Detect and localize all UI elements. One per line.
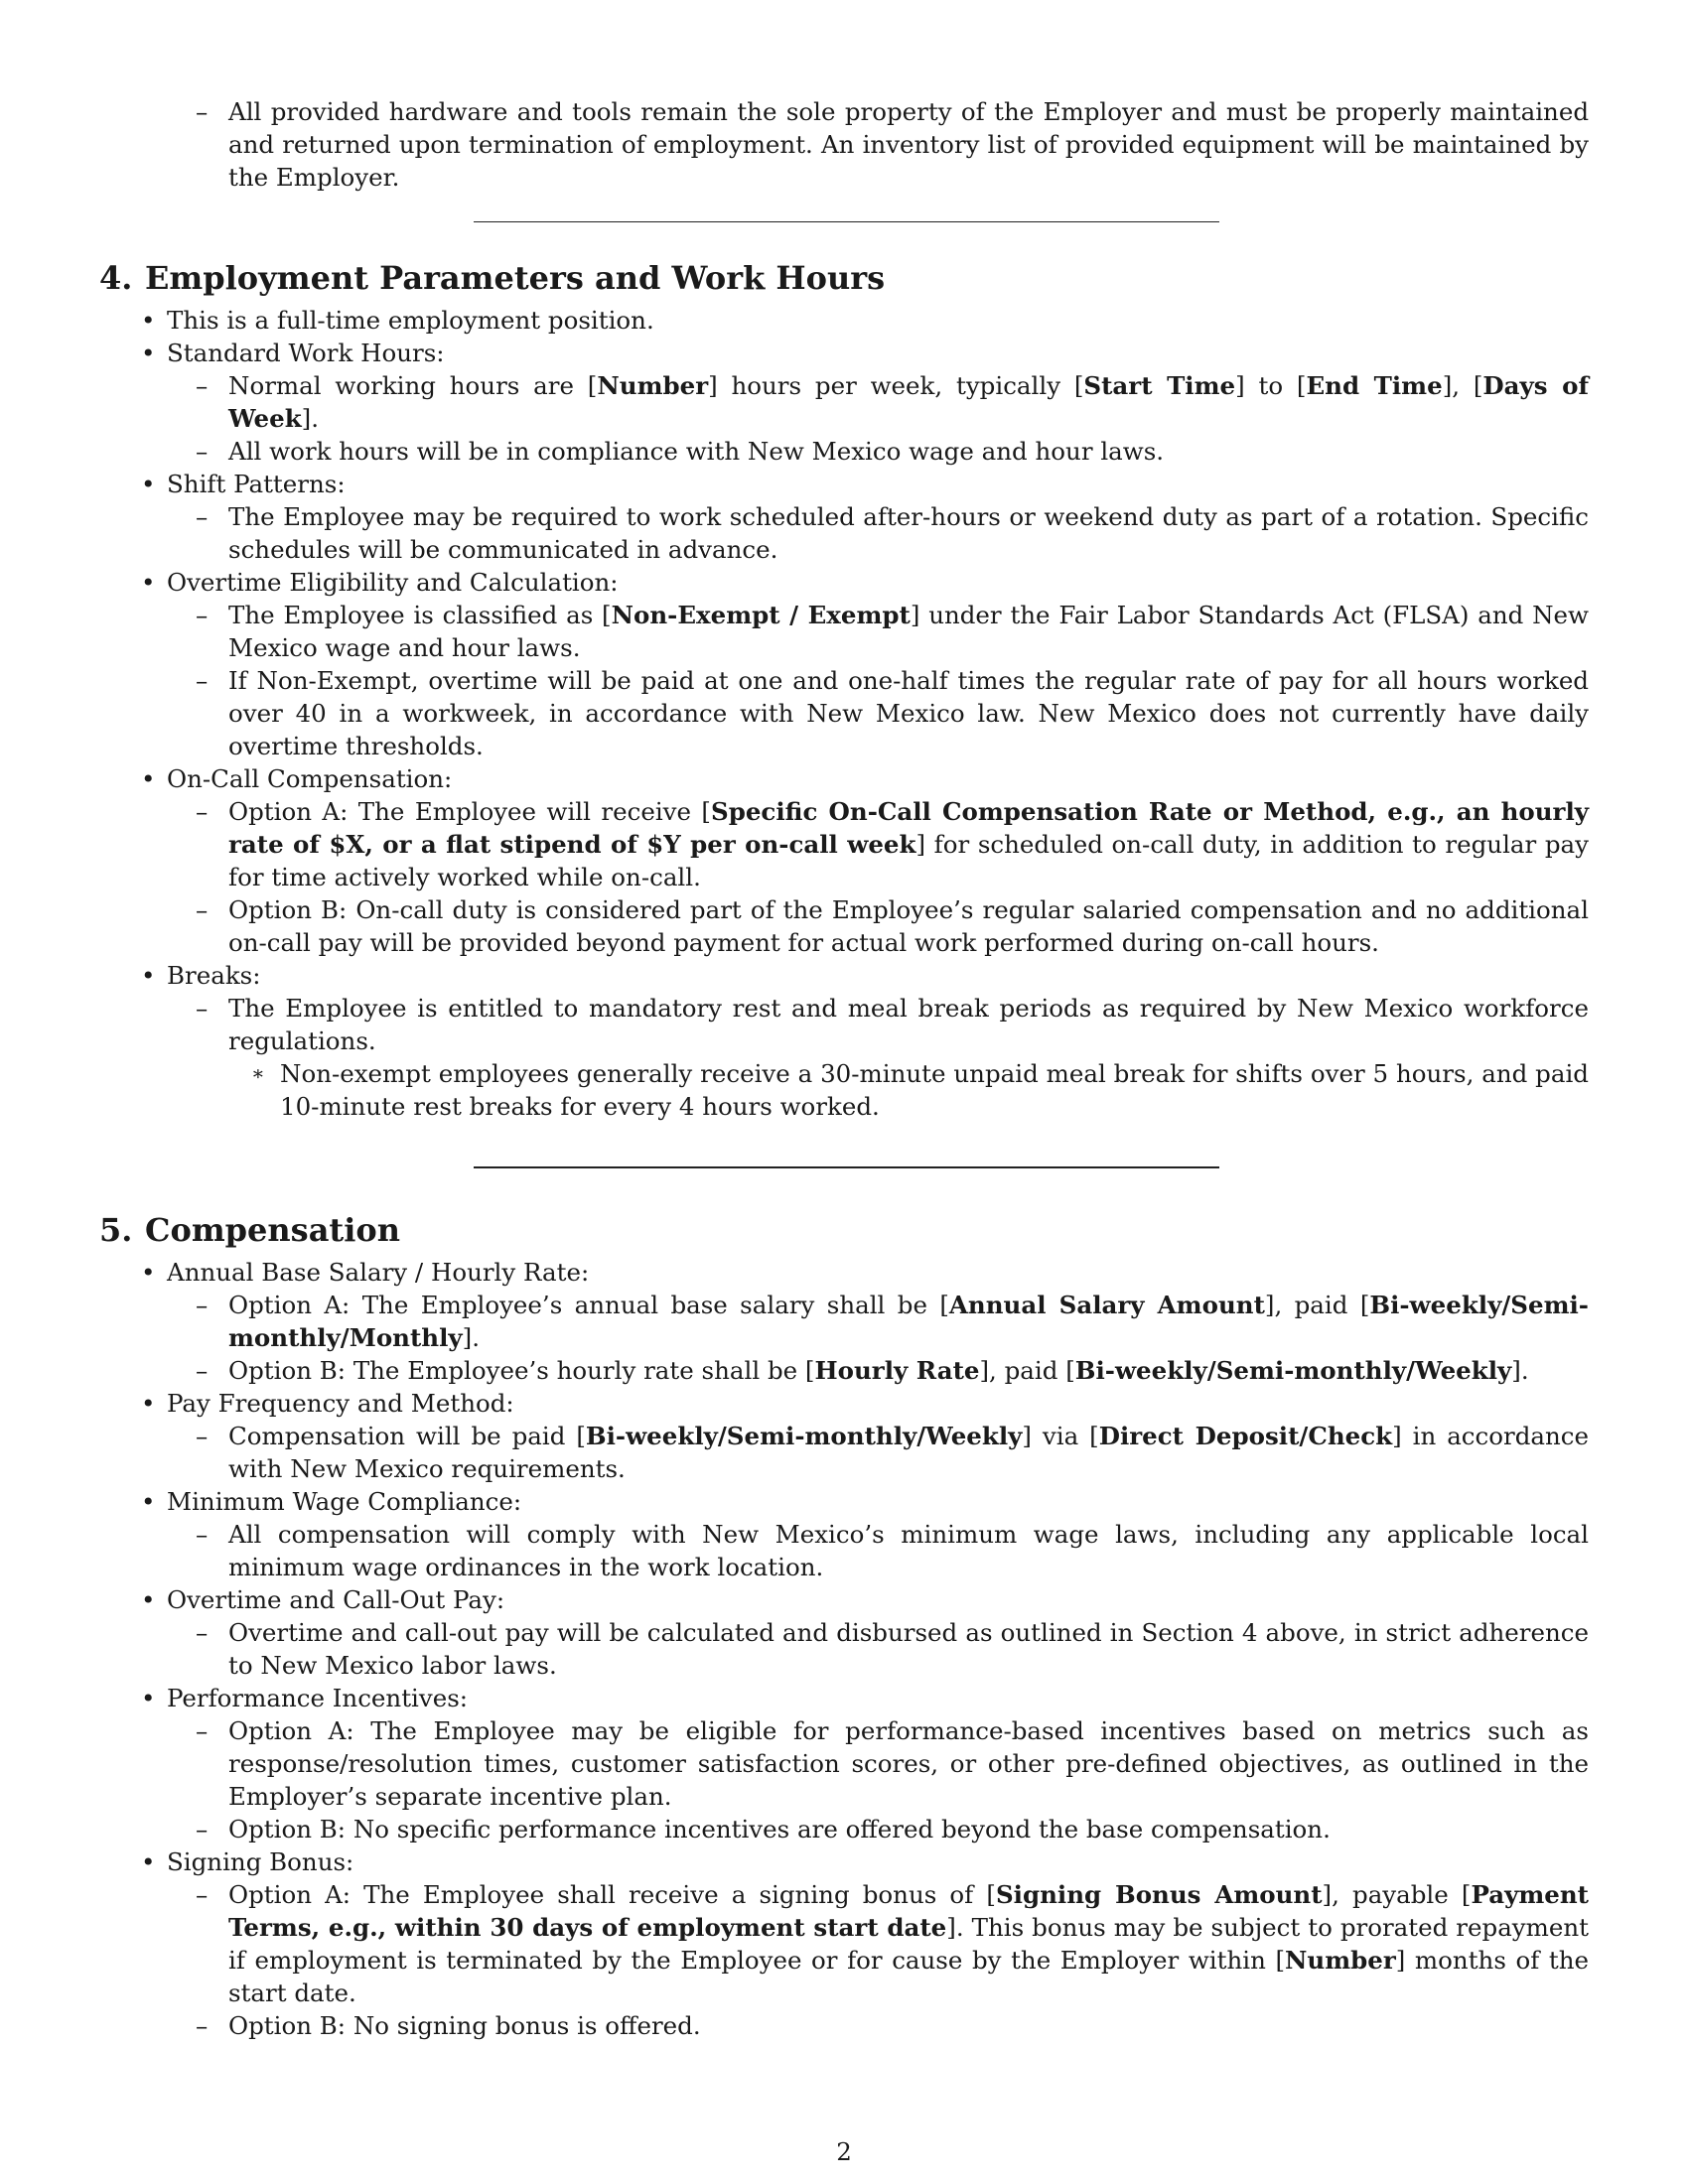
item-text: The Employee is entitled to mandatory rest and meal break periods as required by New Mexico workforce regulations. [228, 994, 1589, 1055]
sub-item [99, 1289, 1589, 1354]
sub-item [99, 1714, 1589, 1813]
bullet-marker: • [141, 1258, 156, 1287]
placeholder-field: Signing Bonus Amount [995, 1880, 1323, 1909]
text-run: ], paid [ [979, 1356, 1075, 1385]
sub-item [99, 369, 1589, 435]
asterisk-marker: ∗ [251, 1061, 265, 1085]
text-run: Option A: The Employee shall receive a signing bonus of [ [228, 1880, 996, 1909]
item-text: If Non-Exempt, overtime will be paid at one and one-half times the regular rate of pay for all hours worked over 40 in a workweek, in accordance with New Mexico law. New Mexico does not currently have daily overtime thresholds. [228, 666, 1589, 760]
bullet-marker: • [141, 1389, 156, 1418]
section-divider [474, 1166, 1219, 1168]
dash-marker: – [196, 666, 209, 695]
item-text: Option B: No specific performance incentives are offered beyond the base compensation. [228, 1815, 1331, 1843]
dash-marker: – [196, 2011, 209, 2040]
placeholder-field: Hourly Rate [814, 1356, 980, 1385]
placeholder-field: Bi-weekly/Semi-monthly/Monthly [228, 1291, 1589, 1352]
list-item [99, 1845, 1589, 1878]
dash-marker: – [196, 1618, 209, 1647]
dash-marker: – [196, 1422, 209, 1450]
item-label: Standard Work Hours: [167, 339, 445, 367]
bullet-marker: • [141, 568, 156, 597]
section-number: 5. [99, 1211, 133, 1249]
placeholder-field: Number [1285, 1946, 1396, 1975]
list-item [99, 337, 1589, 369]
text-run: ] for scheduled on-call duty, in addition to regular pay for time actively worked while on-call. [228, 830, 1589, 891]
item-text: This is a full-time employment position. [167, 306, 654, 335]
item-label: Overtime and Call-Out Pay: [167, 1585, 505, 1614]
placeholder-field: Number [597, 371, 709, 400]
placeholder-field: Non-Exempt / Exempt [611, 601, 911, 629]
list-item [99, 959, 1589, 992]
placeholder-field: Specific On-Call Compensation Rate or Method, e.g., an hourly rate of $X, or a flat stipend of $Y per on-call week [228, 797, 1589, 859]
bullet-marker: • [141, 1487, 156, 1516]
sub-item [99, 664, 1589, 762]
sub-item [99, 893, 1589, 959]
text-run: Option A: The Employee’s annual base salary shall be [ [228, 1291, 949, 1319]
item-label: Performance Incentives: [167, 1684, 469, 1712]
dash-marker: – [196, 1520, 209, 1549]
text-run: The Employee is classified as [ [228, 601, 612, 629]
text-run: ], [ [1442, 371, 1483, 400]
dash-marker: – [196, 371, 209, 400]
list-item [99, 1583, 1589, 1616]
list-item [99, 1387, 1589, 1420]
bullet-marker: • [141, 306, 156, 335]
text-run: ] under the Fair Labor Standards Act (FLSA) and New Mexico wage and hour laws. [228, 601, 1589, 662]
text-run: ]. This bonus may be subject to prorated repayment if employment is terminated by the Employee or for cause by the Employer within [ [228, 1913, 1589, 1975]
text-run: ] in accordance with New Mexico requirements. [228, 1422, 1589, 1483]
sub-item [99, 992, 1589, 1057]
item-label: Annual Base Salary / Hourly Rate: [167, 1258, 590, 1287]
list-item [99, 1682, 1589, 1714]
sub-item [99, 1518, 1589, 1583]
text-run: Normal working hours are [ [228, 371, 598, 400]
dash-marker: – [196, 502, 209, 531]
sub-item [99, 1813, 1589, 1845]
list-item [99, 1256, 1589, 1289]
item-text: All work hours will be in compliance with New Mexico wage and hour laws. [228, 437, 1165, 466]
text-run: ] to [ [1235, 371, 1307, 400]
text-run: ], payable [ [1322, 1880, 1472, 1909]
sub-item [99, 1420, 1589, 1485]
dash-marker: – [196, 1880, 209, 1909]
item-label: On-Call Compensation: [167, 764, 453, 793]
bullet-marker: • [141, 764, 156, 793]
text-run: ] via [ [1022, 1422, 1099, 1450]
page-number: 2 [836, 2137, 852, 2166]
dash-marker: – [196, 1716, 209, 1745]
text-run: Compensation will be paid [ [228, 1422, 586, 1450]
placeholder-field: Direct Deposit/Check [1098, 1422, 1393, 1450]
dash-marker: – [196, 895, 209, 924]
item-text: Option B: On-call duty is considered part of the Employee’s regular salaried compensation and no additional on-call pay will be provided beyond payment for actual work performed during on-call hours. [228, 895, 1589, 957]
dash-marker: – [196, 1291, 209, 1319]
text-run: ]. [462, 1323, 481, 1352]
text-run: Option B: The Employee’s hourly rate shall be [ [228, 1356, 815, 1385]
section-number: 4. [99, 259, 133, 297]
list-item [99, 468, 1589, 500]
bullet-marker: • [141, 1847, 156, 1876]
sub-sub-item [99, 1057, 1589, 1123]
section-5-heading [99, 1210, 1589, 1250]
sub-item [99, 500, 1589, 566]
dash-marker: – [196, 601, 209, 629]
list-item [99, 304, 1589, 337]
item-text: Overtime and call-out pay will be calculated and disbursed as outlined in Section 4 above, in strict adherence to New Mexico labor laws. [228, 1618, 1589, 1680]
item-text: The Employee may be required to work scheduled after-hours or weekend duty as part of a rotation. Specific schedules will be communicated in advance. [228, 502, 1589, 564]
text-run: ] hours per week, typically [ [708, 371, 1084, 400]
item-text: Option B: No signing bonus is offered. [228, 2011, 701, 2040]
item-text: Non-exempt employees generally receive a 30-minute unpaid meal break for shifts over 5 hours, and paid 10-minute rest breaks for every 4 hours worked. [280, 1059, 1589, 1121]
section-5-list [99, 1256, 1589, 2042]
document-page [99, 95, 1589, 2042]
section-title: Employment Parameters and Work Hours [145, 259, 886, 297]
section-divider [474, 221, 1219, 222]
placeholder-field: Payment Terms, e.g., within 30 days of employment start date [228, 1880, 1589, 1942]
dash-marker: – [196, 437, 209, 466]
sub-item [99, 1878, 1589, 2009]
section-title: Compensation [145, 1211, 400, 1249]
item-label: Overtime Eligibility and Calculation: [167, 568, 619, 597]
text-run: ] months of the start date. [228, 1946, 1590, 2007]
sub-item [99, 435, 1589, 468]
sub-item [99, 1616, 1589, 1682]
dash-marker: – [196, 797, 209, 826]
carryover-text: All provided hardware and tools remain the sole property of the Employer and must be properly maintained and returned upon termination of employment. An inventory list of provided equipment will be maintained by the Employer. [228, 97, 1589, 192]
bullet-marker: • [141, 1585, 156, 1614]
bullet-marker: • [141, 339, 156, 367]
bullet-marker: • [141, 961, 156, 990]
item-label: Shift Patterns: [167, 470, 346, 498]
bullet-marker: • [141, 470, 156, 498]
list-item [99, 566, 1589, 599]
text-run: ], paid [ [1264, 1291, 1370, 1319]
section-4-list [99, 304, 1589, 1123]
placeholder-field: Days of Week [228, 371, 1589, 433]
item-label: Breaks: [167, 961, 261, 990]
item-label: Minimum Wage Compliance: [167, 1487, 522, 1516]
text-run: ]. [301, 404, 320, 433]
sub-item [99, 599, 1589, 664]
item-text: All compensation will comply with New Mexico’s minimum wage laws, including any applicable local minimum wage ordinances in the work location. [228, 1520, 1589, 1581]
text-run: ]. [1511, 1356, 1529, 1385]
dash-marker: – [196, 1356, 209, 1385]
dash-marker: – [196, 994, 209, 1023]
sub-item [99, 795, 1589, 893]
placeholder-field: End Time [1306, 371, 1443, 400]
item-label: Signing Bonus: [167, 1847, 354, 1876]
carryover-item [99, 95, 1589, 194]
item-label: Pay Frequency and Method: [167, 1389, 514, 1418]
sub-item [99, 2009, 1589, 2042]
section-4-heading [99, 258, 1589, 298]
placeholder-field: Start Time [1083, 371, 1236, 400]
item-text: Option A: The Employee may be eligible for performance-based incentives based on metrics such as response/resolution times, customer satisfaction scores, or other pre-defined objectives, as outlined in the Employer’s separate incentive plan. [228, 1716, 1589, 1811]
list-item [99, 762, 1589, 795]
placeholder-field: Annual Salary Amount [948, 1291, 1265, 1319]
placeholder-field: Bi-weekly/Semi-monthly/Weekly [1074, 1356, 1512, 1385]
sub-item [99, 1354, 1589, 1387]
placeholder-field: Bi-weekly/Semi-monthly/Weekly [585, 1422, 1023, 1450]
bullet-marker: • [141, 1684, 156, 1712]
dash-marker: – [196, 97, 209, 126]
list-item [99, 1485, 1589, 1518]
text-run: Option A: The Employee will receive [ [228, 797, 711, 826]
dash-marker: – [196, 1815, 209, 1843]
